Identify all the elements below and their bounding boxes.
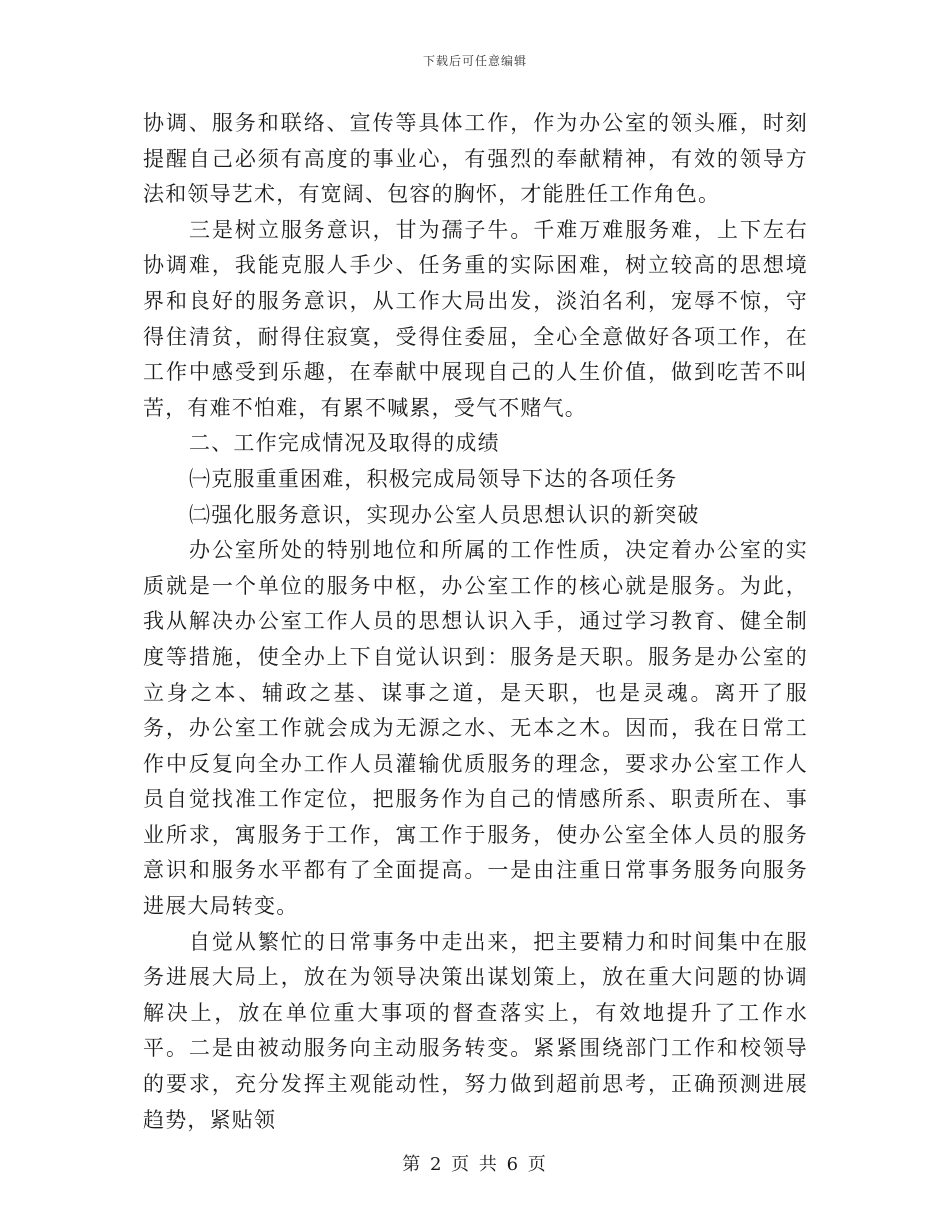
header-note: 下载后可任意编辑	[422, 54, 527, 68]
paragraph-work-shift: 自觉从繁忙的日常事务中走出来，把主要精力和时间集中在服务进展大局上，放在为领导决策出谋划策上，放在重大问题的协调解决上，放在单位重大事项的督查落实上，有效地提升了工作水平。二是由被动服务向主动服务转变。紧紧围绕部门工作和校领导的要求，充分发挥主观能动性，努力做到超前思考，正确预测进展趋势，紧贴领	[143, 929, 808, 1132]
paragraph-office-role: 办公室所处的特别地位和所属的工作性质，决定着办公室的实质就是一个单位的服务中枢，办公室工作的核心就是服务。为此，我从解决办公室工作人员的思想认识入手，通过学习教育、健全制度等措施，使全办上下自觉认识到：服务是天职。服务是办公室的立身之本、辅政之基、谋事之道，是天职，也是灵魂。离开了服务，办公室工作就会成为无源之水、无本之木。因而，我在日常工作中反复向全办工作人员灌输优质服务的理念，要求办公室工作人员自觉找准工作定位，把服务作为自己的情感所系、职责所在、事业所求，寓服务于工作，寓工作于服务，使办公室全体人员的服务意识和服务水平都有了全面提高。一是由注重日常事务服务向服务进展大局转变。	[143, 538, 808, 919]
paragraph-service-awareness: 三是树立服务意识，甘为孺子牛。千难万难服务难，上下左右协调难，我能克服人手少、任务重的实际困难，树立较高的思想境界和良好的服务意识，从工作大局出发，淡泊名利，宠辱不惊，守得住清贫，耐得住寂寞，受得住委屈，全心全意做好各项工作，在工作中感受到乐趣，在奉献中展现自己的人生价值，做到吃苦不叫苦，有难不怕难，有累不喊累，受气不赌气。	[143, 217, 808, 420]
subheading-2: ㈡强化服务意识，实现办公室人员思想认识的新突破	[189, 502, 700, 527]
paragraph-continuation: 协调、服务和联络、宣传等具体工作，作为办公室的领头雁，时刻提醒自己必须有高度的事业心，有强烈的奉献精神，有效的领导方法和领导艺术，有宽阔、包容的胸怀，才能胜任工作角色。	[143, 111, 808, 207]
subheading-1: ㈠克服重重困难，积极完成局领导下达的各项任务	[189, 466, 678, 491]
section-heading: 二、工作完成情况及取得的成绩	[189, 431, 500, 456]
document-body	[143, 106, 808, 1138]
page-number-footer: 第 2 页 共 6 页	[402, 1154, 548, 1175]
